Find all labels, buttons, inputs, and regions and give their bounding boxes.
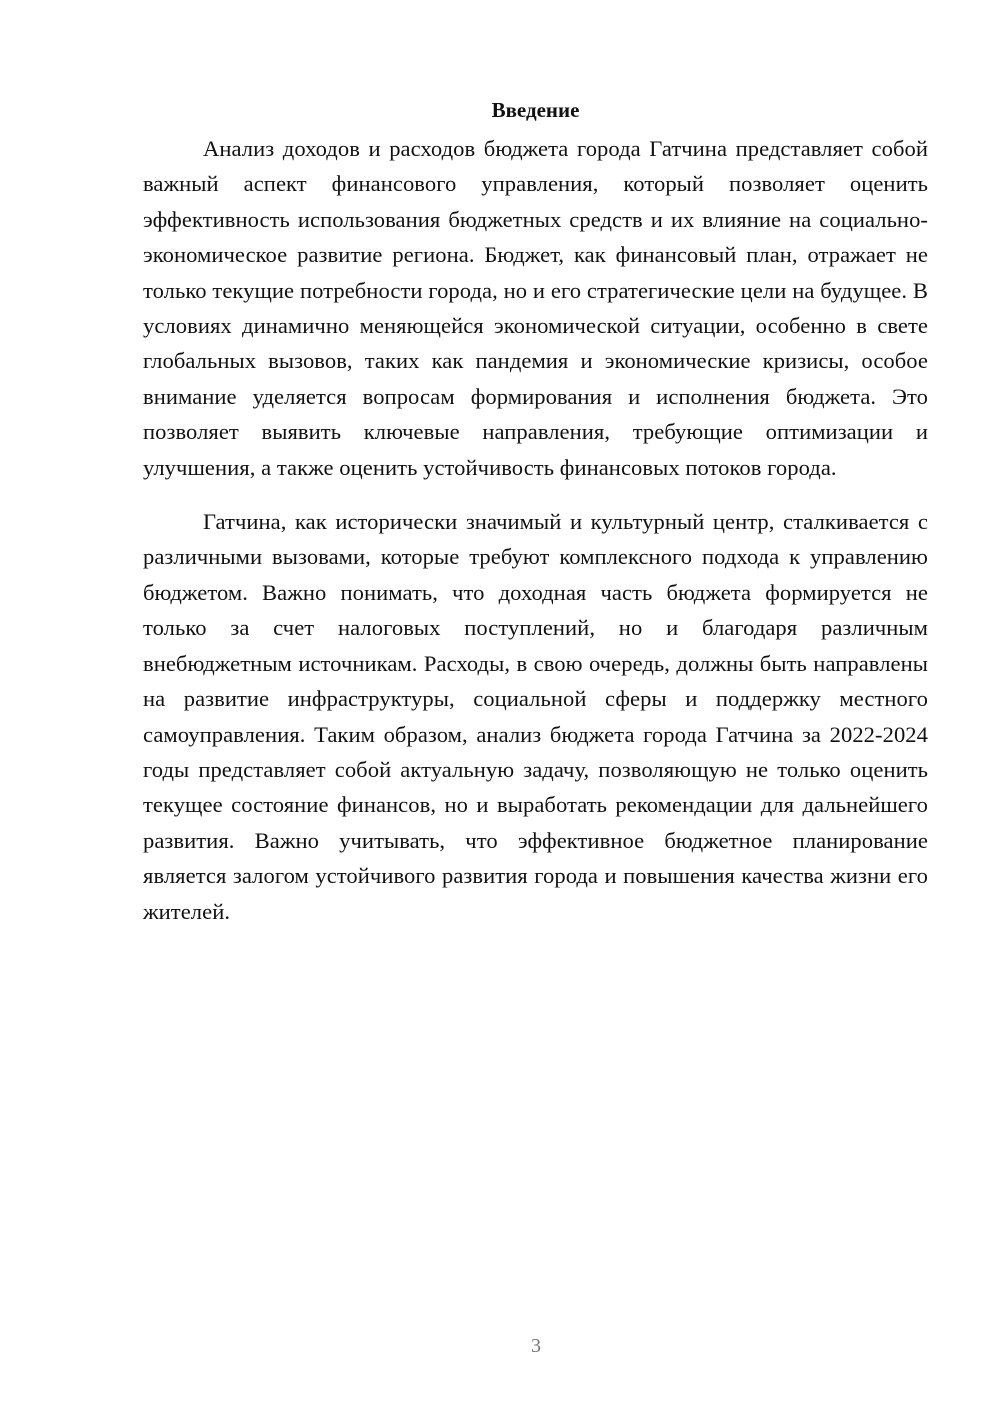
page-content [143, 95, 928, 929]
page-number: 3 [531, 1335, 541, 1357]
section-heading: Введение [491, 98, 580, 122]
paragraph-intro: Анализ доходов и расходов бюджета города Гатчина представляет собой важный аспект финансового управления, который позволяет оценить эффективность использования бюджетных средств и их влияние на социально-экономическое развитие региона. Бюджет, как финансовый план, отражает не только текущие потребности города, но и его стратегические цели на будущее. В условиях динамично меняющейся экономической ситуации, особенно в свете глобальных вызовов, таких как пандемия и экономические кризисы, особое внимание уделяется вопросам формирования и исполнения бюджета. Это позволяет выявить ключевые направления, требующие оптимизации и улучшения, а также оценить устойчивость финансовых потоков города. [143, 136, 928, 480]
paragraph-gatchina: Гатчина, как исторически значимый и культурный центр, сталкивается с различными вызовами, которые требуют комплексного подхода к управлению бюджетом. Важно понимать, что доходная часть бюджета формируется не только за счет налоговых поступлений, но и благодаря различным внебюджетным источникам. Расходы, в свою очередь, должны быть направлены на развитие инфраструктуры, социальной сферы и поддержку местного самоуправления. Таким образом, анализ бюджета города Гатчина за 2022-2024 годы представляет собой актуальную задачу, позволяющую не только оценить текущее состояние финансов, но и выработать рекомендации для дальнейшего развития. Важно учитывать, что эффективное бюджетное планирование является залогом устойчивого развития города и повышения качества жизни его жителей. [143, 509, 928, 924]
